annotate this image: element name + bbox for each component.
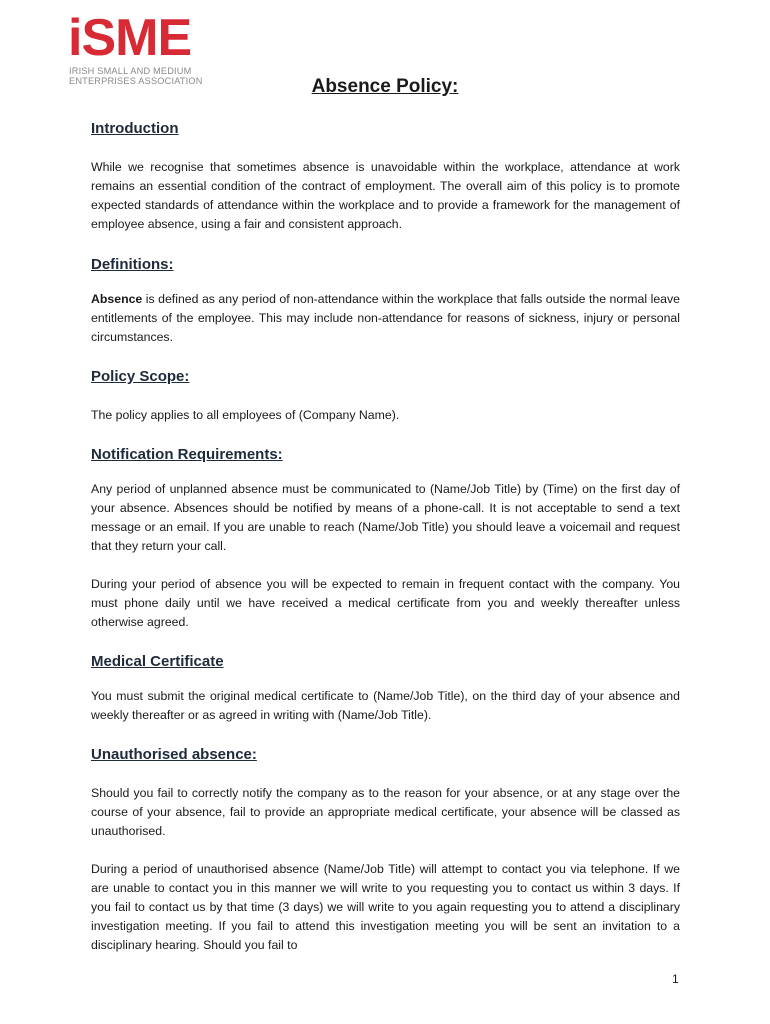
logo-wordmark: iSME bbox=[68, 9, 192, 67]
section-heading-introduction: Introduction bbox=[91, 120, 179, 137]
unauthorised-paragraph-2: During a period of unauthorised absence (Name/Job Title) will attempt to contact you via telephone. If we are unable to contact you in this manner we will write to you requesting you to contact us within 3 days. If you fail to contact us by that time (3 days) we will write to you again requesting you to attend a disciplinary investigation meeting. If you fail to attend this investigation meeting you will be sent an invitation to a disciplinary hearing. Should you fail to bbox=[91, 862, 680, 952]
section-heading-definitions: Definitions: bbox=[91, 256, 174, 273]
logo-subtitle-line1: IRISH SMALL AND MEDIUM bbox=[69, 66, 192, 76]
page-number: 1 bbox=[672, 972, 679, 986]
section-heading-policy-scope: Policy Scope: bbox=[91, 368, 190, 385]
definitions-paragraph bbox=[91, 290, 680, 347]
section-heading-notification: Notification Requirements: bbox=[91, 446, 283, 463]
introduction-paragraph: While we recognise that sometimes absence is unavoidable within the workplace, attendance at work remains an essential condition of the contract of employment. The overall aim of this policy is to promote expected standards of attendance within the workplace and to provide a framework for the management of employee absence, using a fair and consistent approach. bbox=[91, 160, 680, 231]
medical-certificate-paragraph: You must submit the original medical certificate to (Name/Job Title), on the third day of your absence and weekly thereafter or as agreed in writing with (Name/Job Title). bbox=[91, 689, 680, 722]
unauthorised-paragraph-1: Should you fail to correctly notify the company as to the reason for your absence, or at any stage over the course of your absence, fail to provide an appropriate medical certificate, your absence will be classed as unauthorised. bbox=[91, 786, 680, 838]
section-heading-medical-certificate: Medical Certificate bbox=[91, 653, 224, 670]
notification-paragraph-2: During your period of absence you will be expected to remain in frequent contact with the company. You must phone daily until we have received a medical certificate from you and weekly thereafter unless otherwise agreed. bbox=[91, 577, 680, 629]
definitions-text: is defined as any period of non-attendance within the workplace that falls outside the normal leave entitlements of the employee. This may include non-attendance for reasons of sickness, injury or personal circumstances. bbox=[91, 292, 680, 344]
logo-subtitle-line2: ENTERPRISES ASSOCIATION bbox=[69, 76, 203, 86]
document-title: Absence Policy: bbox=[311, 76, 459, 97]
notification-paragraph-1: Any period of unplanned absence must be communicated to (Name/Job Title) by (Time) on the first day of your absence. Absences should be notified by means of a phone-call. It is not acceptable to send a text message or an email. If you are unable to reach (Name/Job Title) you should leave a voicemail and request that they return your call. bbox=[91, 482, 680, 553]
section-heading-unauthorised: Unauthorised absence: bbox=[91, 746, 257, 763]
document-body bbox=[91, 118, 680, 955]
policy-scope-paragraph: The policy applies to all employees of (Company Name). bbox=[91, 408, 400, 422]
definitions-term: Absence bbox=[91, 292, 143, 306]
